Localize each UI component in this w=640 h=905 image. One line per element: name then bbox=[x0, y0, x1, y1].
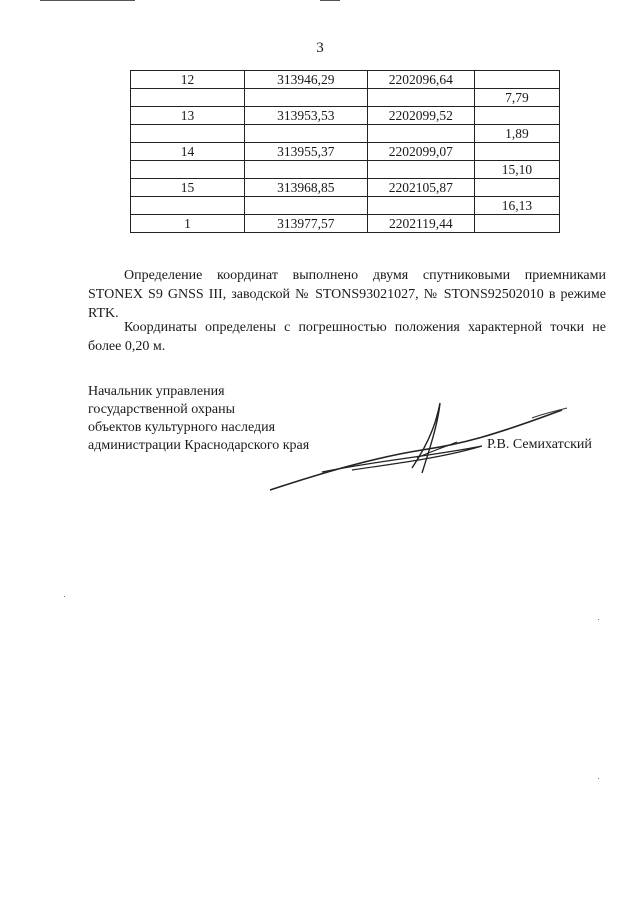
handwritten-signature bbox=[262, 398, 582, 498]
point-number-cell bbox=[131, 161, 245, 179]
distance-row bbox=[131, 89, 560, 107]
y-coordinate-cell: 2202096,64 bbox=[367, 71, 474, 89]
signatory-name: Р.В. Семихатский bbox=[487, 437, 592, 452]
y-coordinate-cell bbox=[367, 89, 474, 107]
y-coordinate-cell bbox=[367, 125, 474, 143]
distance-cell bbox=[474, 143, 559, 161]
coordinates-table-body bbox=[131, 71, 560, 233]
point-number-cell: 14 bbox=[131, 143, 245, 161]
point-row bbox=[131, 107, 560, 125]
x-coordinate-cell: 313955,37 bbox=[244, 143, 367, 161]
point-row bbox=[131, 215, 560, 233]
x-coordinate-cell: 313968,85 bbox=[244, 179, 367, 197]
x-coordinate-cell: 313977,57 bbox=[244, 215, 367, 233]
distance-cell bbox=[474, 215, 559, 233]
scan-speck bbox=[64, 596, 65, 597]
scan-mark-left bbox=[40, 0, 135, 1]
x-coordinate-cell: 313953,53 bbox=[244, 107, 367, 125]
point-row bbox=[131, 143, 560, 161]
scan-mark-right bbox=[320, 0, 340, 1]
scan-speck bbox=[598, 619, 599, 620]
distance-cell: 16,13 bbox=[474, 197, 559, 215]
paragraph-method bbox=[88, 266, 606, 323]
y-coordinate-cell bbox=[367, 197, 474, 215]
signatory-title-line: объектов культурного наследия bbox=[88, 420, 276, 435]
y-coordinate-cell: 2202105,87 bbox=[367, 179, 474, 197]
y-coordinate-cell: 2202119,44 bbox=[367, 215, 474, 233]
y-coordinate-cell: 2202099,52 bbox=[367, 107, 474, 125]
distance-row bbox=[131, 125, 560, 143]
coordinates-table bbox=[130, 70, 560, 233]
distance-cell bbox=[474, 71, 559, 89]
page-number: 3 bbox=[316, 40, 324, 56]
x-coordinate-cell: 313946,29 bbox=[244, 71, 367, 89]
point-row bbox=[131, 71, 560, 89]
paragraph-accuracy bbox=[88, 318, 606, 356]
point-number-cell bbox=[131, 197, 245, 215]
distance-cell: 7,79 bbox=[474, 89, 559, 107]
point-number-cell: 15 bbox=[131, 179, 245, 197]
point-number-cell: 13 bbox=[131, 107, 245, 125]
scan-speck bbox=[598, 778, 599, 779]
point-number-cell bbox=[131, 89, 245, 107]
x-coordinate-cell bbox=[244, 197, 367, 215]
point-row bbox=[131, 179, 560, 197]
distance-cell: 15,10 bbox=[474, 161, 559, 179]
distance-row bbox=[131, 197, 560, 215]
distance-cell bbox=[474, 107, 559, 125]
y-coordinate-cell bbox=[367, 161, 474, 179]
paragraph-accuracy-text: Координаты определены с погрешностью положения характерной точки не более 0,20 м. bbox=[88, 320, 606, 354]
point-number-cell: 1 bbox=[131, 215, 245, 233]
distance-row bbox=[131, 161, 560, 179]
x-coordinate-cell bbox=[244, 161, 367, 179]
paragraph-method-text: Определение координат выполнено двумя спутниковыми приемниками STONEX S9 GNSS III, заводской № STONS93021027, № STONS92502010 в режиме RTK. bbox=[88, 268, 606, 321]
point-number-cell: 12 bbox=[131, 71, 245, 89]
signatory-title-line: администрации Краснодарского края bbox=[88, 438, 310, 453]
distance-cell: 1,89 bbox=[474, 125, 559, 143]
signatory-title-line: Начальник управления bbox=[88, 384, 225, 399]
point-number-cell bbox=[131, 125, 245, 143]
y-coordinate-cell: 2202099,07 bbox=[367, 143, 474, 161]
signatory-title-line: государственной охраны bbox=[88, 402, 236, 417]
distance-cell bbox=[474, 179, 559, 197]
x-coordinate-cell bbox=[244, 89, 367, 107]
x-coordinate-cell bbox=[244, 125, 367, 143]
